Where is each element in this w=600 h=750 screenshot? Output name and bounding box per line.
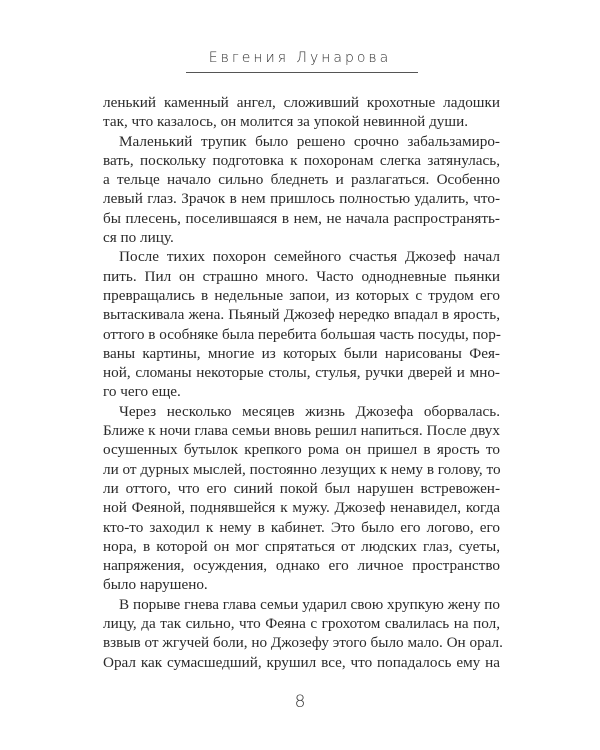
text-line: бы плесень, поселившаяся в нем, не начала распространять- — [103, 209, 500, 227]
text-line: После тихих похорон семейного счастья Джозеф начал — [119, 248, 500, 266]
text-line: Орал как сумасшедший, крушил все, что попадалось ему на — [103, 653, 500, 671]
text-line: Маленький трупик было решено срочно забальзамиро- — [119, 132, 500, 150]
text-line: было нарушено. — [103, 576, 208, 594]
text-line: Ближе к ночи глава семьи вновь решил напиться. После двух — [103, 422, 500, 440]
paragraph — [103, 93, 500, 132]
text-line: левый глаз. Зрачок в нем пришлось полностью удалить, что- — [103, 190, 500, 208]
header-divider — [186, 72, 418, 73]
text-line: ли оттого, что его синий покой был нарушен встревожен- — [103, 479, 500, 497]
text-line: а тельце начало сильно бледнеть и разлагаться. Особенно — [103, 171, 500, 189]
text-line: превращались в недельные запои, из которых с трудом его — [103, 286, 500, 304]
paragraph — [103, 595, 503, 672]
text-line: вать, поскольку подготовка к похоронам слегка затянулась, — [103, 151, 500, 169]
text-line: пить. Пил он страшно много. Часто однодневные пьянки — [103, 267, 500, 285]
text-line: В порыве гнева глава семьи ударил свою хрупкую жену по — [119, 595, 500, 613]
text-line: оттого в особняке была перебита большая часть посуды, пор- — [103, 325, 501, 343]
text-line: ной, сломаны некоторые столы, стулья, ручки дверей и мно- — [103, 364, 500, 382]
text-line: взвыв от жгучей боли, но Джозефу этого было мало. Он орал. — [103, 634, 503, 652]
paragraph — [103, 402, 500, 595]
paragraph — [103, 132, 500, 248]
text-line: вытаскивала жена. Пьяный Джозеф нередко впадал в ярость, — [103, 306, 500, 324]
text-line: лицу, да так сильно, что Феяна с грохотом свалилась на пол, — [103, 615, 500, 633]
text-line: нора, в которой он мог спрятаться от людских глаз, суеты, — [103, 537, 500, 555]
running-header-author: Евгения Лунарова — [208, 50, 392, 66]
text-line: так, что казалось, он молится за упокой невинной души. — [103, 113, 469, 131]
text-line: осушенных бутылок крепкого рома он пришел в ярость то — [103, 441, 500, 459]
text-line: ли от дурных мыслей, постоянно лезущих к нему в голову, то — [103, 460, 501, 478]
text-line: кто-то заходил к нему в кабинет. Это было его логово, его — [103, 518, 500, 536]
body-text — [103, 93, 503, 672]
paragraph — [103, 247, 500, 401]
text-line: ленький каменный ангел, сложивший крохотные ладошки — [103, 94, 500, 111]
page-number: 8 — [294, 692, 306, 712]
text-line: ваны картины, многие из которых были нарисованы Фея- — [103, 344, 500, 362]
text-line: Через несколько месяцев жизнь Джозефа оборвалась. — [119, 402, 500, 420]
text-line: ся по лицу. — [103, 229, 174, 247]
text-line: напряжения, осуждения, однако его личное пространство — [103, 557, 500, 575]
text-line: го чего еще. — [103, 383, 181, 401]
text-line: ной Феяной, поднявшейся к мужу. Джозеф ненавидел, когда — [103, 499, 500, 517]
